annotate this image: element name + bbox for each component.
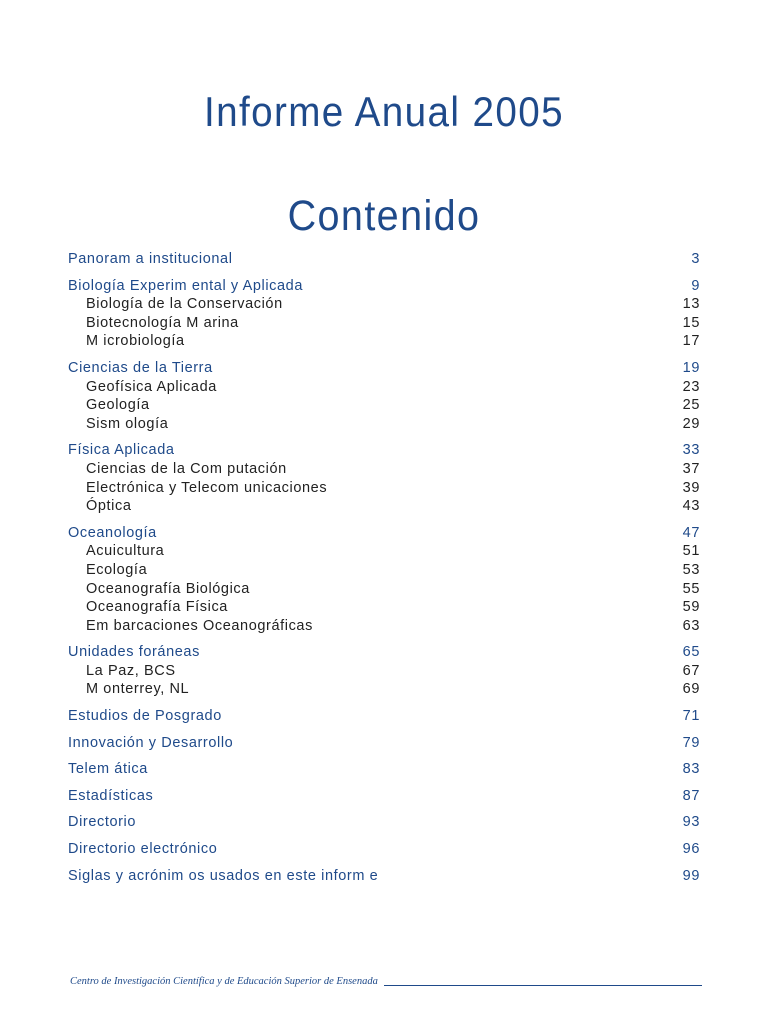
- toc-subentry-page: 63: [682, 617, 700, 634]
- toc-subentry-label: Biotecnología M arina: [86, 314, 239, 331]
- toc-section: [68, 277, 700, 351]
- toc-section: [68, 840, 700, 859]
- toc-subentry-label: Biología de la Conservación: [86, 296, 283, 313]
- toc-subentry-label: M icrobiología: [86, 333, 185, 350]
- toc-subentry-label: Acuicultura: [86, 543, 165, 560]
- toc-subentry[interactable]: [68, 295, 700, 314]
- toc-entry-label: Unidades foráneas: [68, 644, 200, 661]
- toc-subentry-page: 39: [682, 479, 700, 496]
- toc-section: [68, 867, 700, 886]
- contents-heading: Contenido: [287, 192, 481, 240]
- toc-subentry[interactable]: [68, 542, 700, 561]
- toc-section: [68, 707, 700, 726]
- toc-entry[interactable]: [68, 524, 700, 543]
- toc-entry-page: 3: [691, 251, 700, 267]
- toc-subentry-label: Em barcaciones Oceanográficas: [86, 617, 313, 634]
- footer-rule: [384, 985, 702, 986]
- toc-entry[interactable]: [68, 250, 700, 269]
- toc-subentry-label: Geología: [86, 397, 150, 414]
- toc-entry-label: Telem ática: [68, 761, 148, 778]
- toc-subentry-page: 17: [682, 333, 700, 350]
- toc-subentry[interactable]: [68, 662, 700, 681]
- toc-section: [68, 524, 700, 636]
- toc-subentry-page: 59: [682, 599, 700, 616]
- toc-entry-page: 65: [682, 644, 700, 661]
- toc-subentry-page: 53: [682, 561, 700, 578]
- toc-entry-page: 93: [682, 814, 700, 831]
- toc-section: [68, 734, 700, 753]
- toc-subentry-label: Óptica: [86, 498, 132, 515]
- toc-subentry[interactable]: [68, 497, 700, 516]
- toc-entry-page: 99: [682, 867, 700, 884]
- toc-subentry-page: 13: [682, 296, 700, 313]
- toc-section: [68, 787, 700, 806]
- toc-entry[interactable]: [68, 760, 700, 779]
- toc-section: [68, 441, 700, 515]
- toc-subentry[interactable]: [68, 561, 700, 580]
- toc-subentry[interactable]: [68, 378, 700, 397]
- toc-section: [68, 250, 700, 269]
- toc-subentry-page: 29: [682, 415, 700, 432]
- toc-entry-page: 79: [682, 734, 700, 751]
- toc-subentry-label: Ciencias de la Com putación: [86, 460, 287, 477]
- toc-subentry[interactable]: [68, 598, 700, 617]
- toc-section: [68, 359, 700, 433]
- toc-subentry[interactable]: [68, 460, 700, 479]
- toc-subentry-page: 37: [682, 460, 700, 477]
- toc-entry-label: Siglas y acrónim os usados en este inform e: [68, 867, 379, 884]
- toc-entry-label: Física Aplicada: [68, 442, 175, 459]
- toc-subentry-page: 69: [682, 681, 700, 698]
- toc-subentry-label: Geofísica Aplicada: [86, 378, 217, 395]
- toc-subentry-page: 23: [682, 378, 700, 395]
- toc-subentry[interactable]: [68, 332, 700, 351]
- toc-subentry[interactable]: [68, 479, 700, 498]
- toc-subentry-label: M onterrey, NL: [86, 681, 190, 698]
- toc-subentry[interactable]: [68, 580, 700, 599]
- toc-subentry-page: 25: [682, 397, 700, 414]
- toc-subentry-page: 67: [682, 662, 700, 679]
- toc-entry-page: 33: [682, 442, 700, 459]
- toc-entry-label: Ciencias de la Tierra: [68, 359, 213, 376]
- toc-entry[interactable]: [68, 707, 700, 726]
- toc-entry[interactable]: [68, 359, 700, 378]
- toc-subentry[interactable]: [68, 415, 700, 434]
- toc-entry-label: Panoram a institucional: [68, 251, 233, 267]
- toc-subentry-label: La Paz, BCS: [86, 662, 176, 679]
- toc-subentry-label: Ecología: [86, 561, 148, 578]
- toc-subentry-label: Oceanografía Biológica: [86, 580, 250, 597]
- document-title: Informe Anual 2005: [204, 88, 564, 135]
- toc-entry-page: 47: [682, 524, 700, 541]
- toc-subentry-page: 51: [682, 543, 700, 560]
- toc-entry-label: Estudios de Posgrado: [68, 708, 222, 725]
- toc-entry[interactable]: [68, 787, 700, 806]
- toc-entry-page: 96: [682, 841, 700, 858]
- toc-subentry-label: Sism ología: [86, 415, 169, 432]
- toc-entry-page: 87: [682, 787, 700, 804]
- toc-section: [68, 813, 700, 832]
- toc-section: [68, 643, 700, 699]
- toc-subentry-page: 43: [682, 498, 700, 515]
- toc-entry-label: Innovación y Desarrollo: [68, 734, 234, 751]
- table-of-contents: [68, 250, 700, 893]
- toc-entry[interactable]: [68, 867, 700, 886]
- toc-entry-page: 9: [691, 277, 700, 294]
- toc-entry[interactable]: [68, 840, 700, 859]
- toc-subentry-page: 15: [682, 314, 700, 331]
- toc-entry[interactable]: [68, 441, 700, 460]
- toc-entry-page: 71: [682, 708, 700, 725]
- toc-subentry-label: Oceanografía Física: [86, 599, 228, 616]
- toc-subentry[interactable]: [68, 396, 700, 415]
- toc-entry[interactable]: [68, 643, 700, 662]
- toc-subentry[interactable]: [68, 680, 700, 699]
- toc-entry-label: Estadísticas: [68, 787, 154, 804]
- toc-entry-label: Directorio: [68, 814, 137, 831]
- footer-institution: Centro de Investigación Científica y de Educación Superior de Ensenada: [70, 976, 378, 987]
- toc-entry[interactable]: [68, 277, 700, 296]
- toc-subentry[interactable]: [68, 617, 700, 636]
- toc-entry-page: 19: [682, 359, 700, 376]
- toc-entry[interactable]: [68, 734, 700, 753]
- toc-subentry[interactable]: [68, 314, 700, 333]
- toc-entry[interactable]: [68, 813, 700, 832]
- toc-subentry-page: 55: [682, 580, 700, 597]
- page-footer: [70, 976, 702, 987]
- toc-section: [68, 760, 700, 779]
- toc-entry-page: 83: [682, 761, 700, 778]
- toc-subentry-label: Electrónica y Telecom unicaciones: [86, 479, 328, 496]
- toc-entry-label: Biología Experim ental y Aplicada: [68, 277, 304, 294]
- toc-entry-label: Oceanología: [68, 524, 157, 541]
- toc-entry-label: Directorio electrónico: [68, 841, 218, 858]
